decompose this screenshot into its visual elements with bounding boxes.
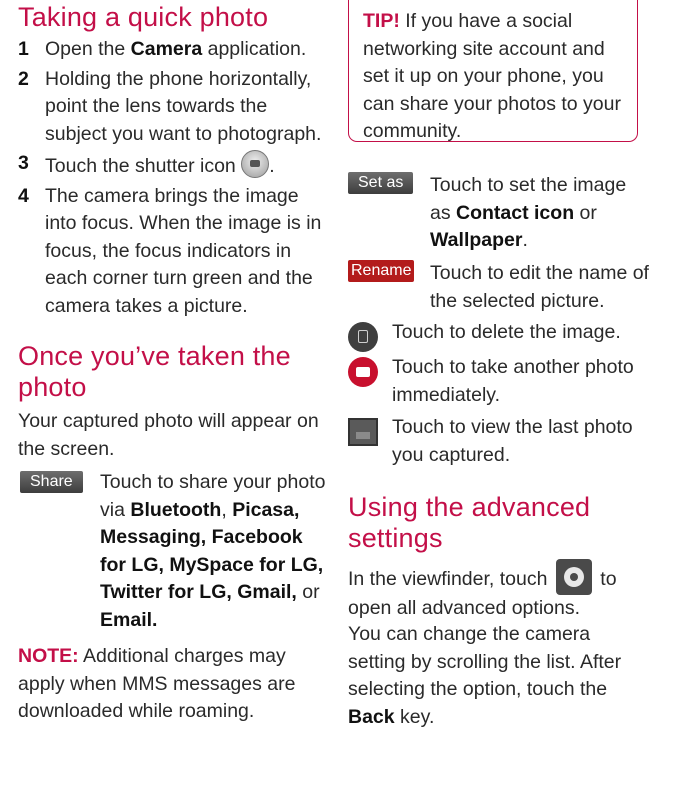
set-as-description: Touch to set the image as Contact icon or Wallpaper.	[430, 174, 627, 251]
gear-icon[interactable]	[556, 559, 592, 595]
step-4: 4 The camera brings the image into focus. When the image is in focus, the focus indicators in each corner turn green and the camera takes a picture.	[18, 184, 322, 317]
step-number: 3	[18, 152, 29, 174]
note-label: NOTE:	[18, 645, 79, 667]
rename-description: Touch to edit the name of the selected picture.	[430, 262, 649, 312]
trash-icon[interactable]	[348, 322, 378, 352]
heading-taking-quick-photo: Taking a quick photo	[18, 2, 269, 32]
delete-option	[348, 319, 652, 347]
share-button[interactable]: Share	[20, 471, 83, 493]
tip-box: TIP! If you have a social networking site account and set it up on your phone, you can share your photos to your community.	[348, 0, 638, 142]
gallery-option	[348, 414, 652, 469]
gallery-thumbnail-icon[interactable]	[348, 418, 378, 446]
set-as-option	[348, 172, 652, 255]
camera-app-name: Camera	[130, 38, 203, 60]
shutter-icon	[241, 150, 269, 178]
camera-description: Touch to take another photo immediately.	[392, 356, 634, 406]
captured-paragraph: Your captured photo will appear on the screen.	[18, 410, 319, 460]
step-number: 2	[18, 67, 29, 90]
heading-once-taken: Once you’ve taken the photo	[18, 341, 291, 402]
camera-option	[348, 354, 652, 409]
note-paragraph: NOTE: Additional charges may apply when MMS messages are downloaded while roaming.	[18, 645, 296, 722]
rename-button[interactable]: Rename	[348, 260, 414, 282]
advanced-paragraph: In the viewfinder, touch to open all advanced options.	[348, 559, 652, 623]
step-number: 1	[18, 38, 29, 60]
steps-list	[18, 36, 330, 322]
camera-icon[interactable]	[348, 357, 378, 387]
gallery-description: Touch to view the last photo you captured.	[392, 416, 633, 466]
heading-advanced-settings: Using the advanced settings	[348, 492, 591, 553]
step-3: 3 Touch the shutter icon .	[18, 152, 275, 177]
step-1: 1 Open the Camera application.	[18, 36, 330, 64]
change-setting-paragraph: You can change the camera setting by scrolling the list. After selecting the option, touch the Back key.	[348, 623, 622, 728]
step-2: 2 Holding the phone horizontally, point the lens towards the subject you want to photograph.	[18, 67, 322, 145]
delete-description: Touch to delete the image.	[392, 321, 621, 343]
step-number: 4	[18, 184, 29, 207]
share-option	[18, 469, 330, 634]
tip-label: TIP!	[363, 10, 400, 32]
set-as-button[interactable]: Set as	[348, 172, 413, 194]
share-description: Touch to share your photo via Bluetooth, Picasa, Messaging, Facebook for LG, MySpace for LG, Twitter for LG, Gmail, or Email.	[100, 471, 326, 631]
rename-option	[348, 260, 652, 315]
back-key-label: Back	[348, 705, 395, 728]
